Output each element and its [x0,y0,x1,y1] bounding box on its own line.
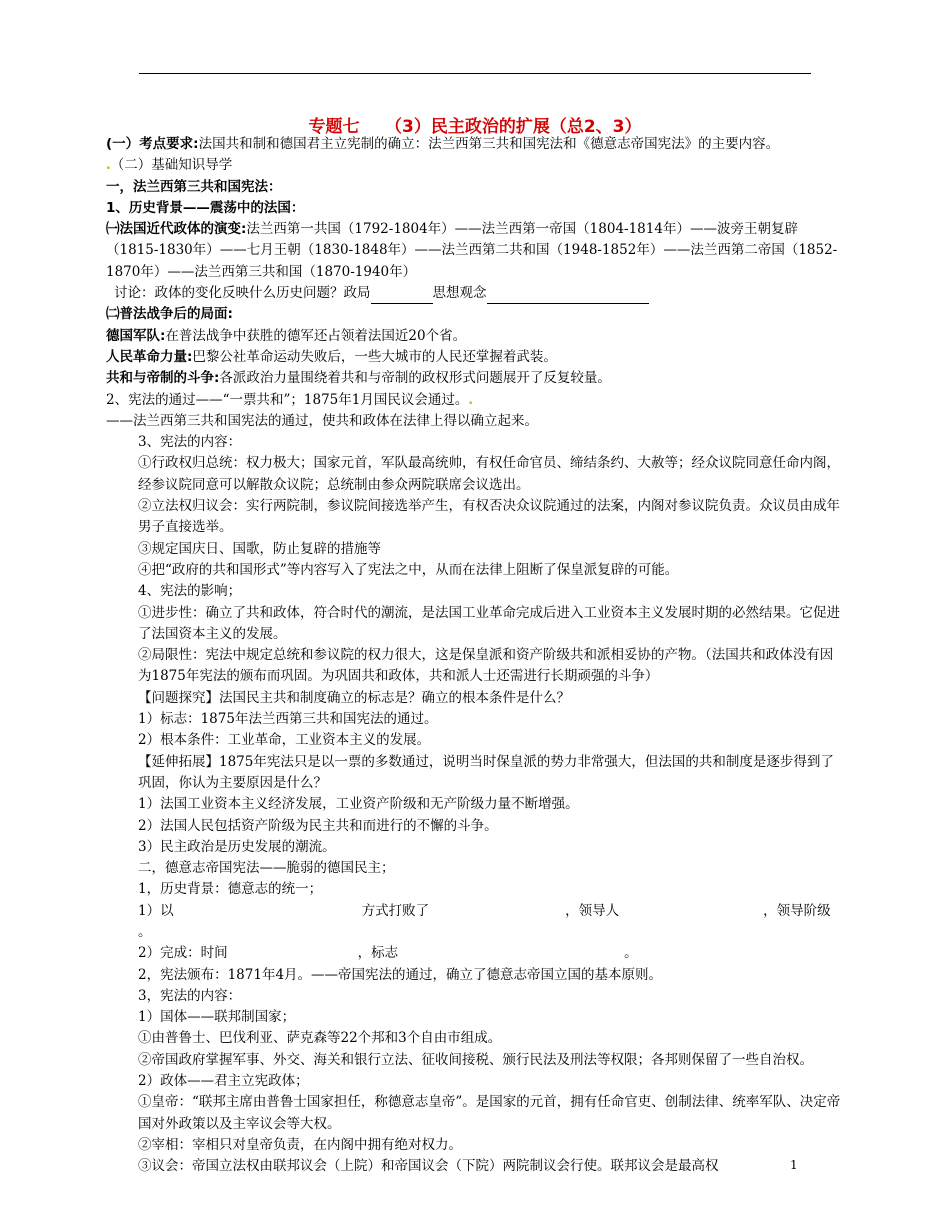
fill-blank-2 [106,943,846,964]
fill-text: 1）以 [138,902,174,919]
question-extend-answer-3: 3）民主政治是历史发展的潮流。 [138,838,336,855]
content-item-4: ④把“政府的共和国形式”等内容写入了宪法之中，从而在法律上阻断了保皇派复辟的可能。 [138,561,679,578]
germany-parliament: ③议会：帝国立法权由联邦议会（上院）和帝国议会（下院）两院制议会行使。联邦议会是最高权 [138,1158,719,1175]
exam-req-text: 法国共和制和德国君主立宪制的确立：法兰西第三共和国宪法和《德意志帝国宪法》的主要内容。 [198,136,780,152]
people-forces-label: 人民革命力量: [106,348,193,365]
people-forces [106,347,846,368]
blank-line[interactable] [371,287,433,304]
german-army-label: 德国军队: [106,327,166,344]
header-rule [139,73,811,74]
content-item-2: ②立法权归议会：实行两院制，参议院间接选举产生，有权否决众议院通过的法案，内阁对参议院负责。众议员由成年男子直接选举。 [138,498,840,536]
regime-evolution-text: 法兰西第一共国（1792-1804年）——法兰西第一帝国（1804-1814年）——波旁王朝复辟（1815-1830年）——七月王朝（1830-1848年）——法兰西第二共和国（1948-1852年）——法兰西第二帝国（1852-1870年）——法兰西第三共和国（1870-1940年） [106,221,838,280]
document-body [106,134,846,1178]
heading-france: 一，法兰西第三共和国宪法： [106,178,282,195]
impact-item-2: ②局限性：宪法中规定总统和参议院的权力很大，这是保皇派和资产阶级共和派相妥协的产物。（法国共和政体没有因为1875年宪法的颁布而巩固。为巩固共和政体，共和派人士还需进行长期顽强的斗争） [138,647,834,685]
fill-text: ，领导人 [565,902,620,919]
question-extend-answer-1: 1）法国工业资本主义经济发展，工业资产阶级和无产阶级力量不断增强。 [138,796,579,813]
republic-struggle-text: 各派政治力量围绕着共和与帝制的政权形式问题展开了反复较量。 [219,370,611,387]
impact-heading: 4、宪法的影响； [138,583,242,600]
germany-state-form: 1）国体——联邦制国家； [138,1009,296,1026]
fill-text: 。 [624,945,638,962]
german-army [106,326,846,347]
heading-france-background: 1、历史背景——震荡中的法国： [106,199,305,216]
germany-content-heading: 3，宪法的内容： [138,987,242,1004]
impact-item-1: ①进步性：确立了共和政体，符合时代的潮流，是法国工业革命完成后进入工业资本主义发展时期的必然结果。它促进了法国资本主义的发展。 [138,604,840,642]
bullet-mark: . [106,157,111,174]
germany-background: 1，历史背景：德意志的统一； [138,881,323,898]
heading-germany: 二，德意志帝国宪法——脆弱的德国民主； [138,860,395,877]
discussion-line [106,283,846,304]
content-item-1: ①行政权归总统：权力极大；国家元首，军队最高统帅，有权任命官员、缔结条约、大赦等；经众议院同意任命内阁，经参议院同意可以解散众议院；总统制由参众两院联席会议选出。 [138,455,840,493]
exam-req-label: (一）考点要求: [106,136,199,152]
page-number: 1 [790,1158,798,1172]
fill-text: ，标志 [357,945,399,962]
germany-state-form-1: ①由普鲁士、巴伐利亚、萨克森等22个邦和3个自由市组成。 [138,1030,502,1047]
constitution-pass-text: 2、宪法的通过——“一票共和”；1875年1月国民议会通过。 [106,391,469,408]
blank-line[interactable] [487,287,649,304]
question-explore-answer-2: 2）根本条件：工业革命，工业资本主义的发展。 [138,732,431,749]
fill-blank-1 [106,901,846,922]
discussion-b: 思想观念 [432,285,487,302]
discussion-a: 讨论：政体的变化反映什么历史问题？政局 [114,285,371,302]
germany-emperor: ①皇帝：“联邦主席由普鲁士国家担任，称德意志皇帝”。是国家的元首，拥有任命官吏、创制法律、统率军队、决定帝国对外政策以及主宰议会等大权。 [138,1094,841,1132]
section-guide-text: （二）基础知识导学 [110,157,233,174]
question-explore-answer-1: 1）标志：1875年法兰西第三共和国宪法的通过。 [138,711,438,728]
constitution-pass [106,390,846,411]
regime-evolution [106,219,846,283]
people-forces-text: 巴黎公社革命运动失败后，一些大城市的人民还掌握着武装。 [192,348,557,365]
german-army-text: 在普法战争中获胜的德军还占领着法国近20个省。 [165,327,467,344]
germany-state-form-2: ②帝国政府掌握军事、外交、海关和银行立法、征收间接税、颁行民法及刑法等权限；各邦则保留了一些自治权。 [138,1051,813,1068]
fill-text: 方式打败了 [361,902,430,919]
fill-blank-1-end: 。 [138,923,152,940]
germany-promulgation: 2，宪法颁布：1871年4月。——帝国宪法的通过，确立了德意志帝国立国的基本原则。 [138,966,663,983]
fill-text: 2）完成：时间 [138,945,228,962]
question-explore: 【问题探究】法国民主共和制度确立的标志是？确立的根本条件是什么？ [138,689,570,706]
republic-struggle-label: 共和与帝制的斗争: [106,370,220,387]
exam-requirements [106,134,846,155]
section-guide [106,155,846,176]
bullet-mark: . [468,391,474,408]
fill-text: ，领导阶级 [763,902,831,919]
content-item-3: ③规定国庆日、国歌，防止复辟的措施等 [138,540,381,557]
content-heading: 3、宪法的内容： [138,434,242,451]
question-extend: 【延伸拓展】1875年宪法只是以一票的多数通过，说明当时保皇派的势力非常强大，但法国的共和制度是逐步得到了巩固，你认为主要原因是什么？ [138,753,834,791]
republic-struggle [106,368,846,389]
question-extend-answer-2: 2）法国人民包括资产阶级为民主共和而进行的不懈的斗争。 [138,817,498,834]
germany-government-form: 2）政体——君主立宪政体； [138,1073,309,1090]
regime-evolution-label: ㈠法国近代政体的演变: [106,221,247,238]
germany-chancellor: ②宰相：宰相只对皇帝负责，在内阁中拥有绝对权力。 [138,1136,462,1153]
postwar-heading: ㈡普法战争后的局面: [106,306,233,323]
constitution-pass-note: ——法兰西第三共和国宪法的通过，使共和政体在法律上得以确立起来。 [106,412,538,429]
page-title: 专题七 （3）民主政治的扩展（总2、3） [308,117,642,137]
